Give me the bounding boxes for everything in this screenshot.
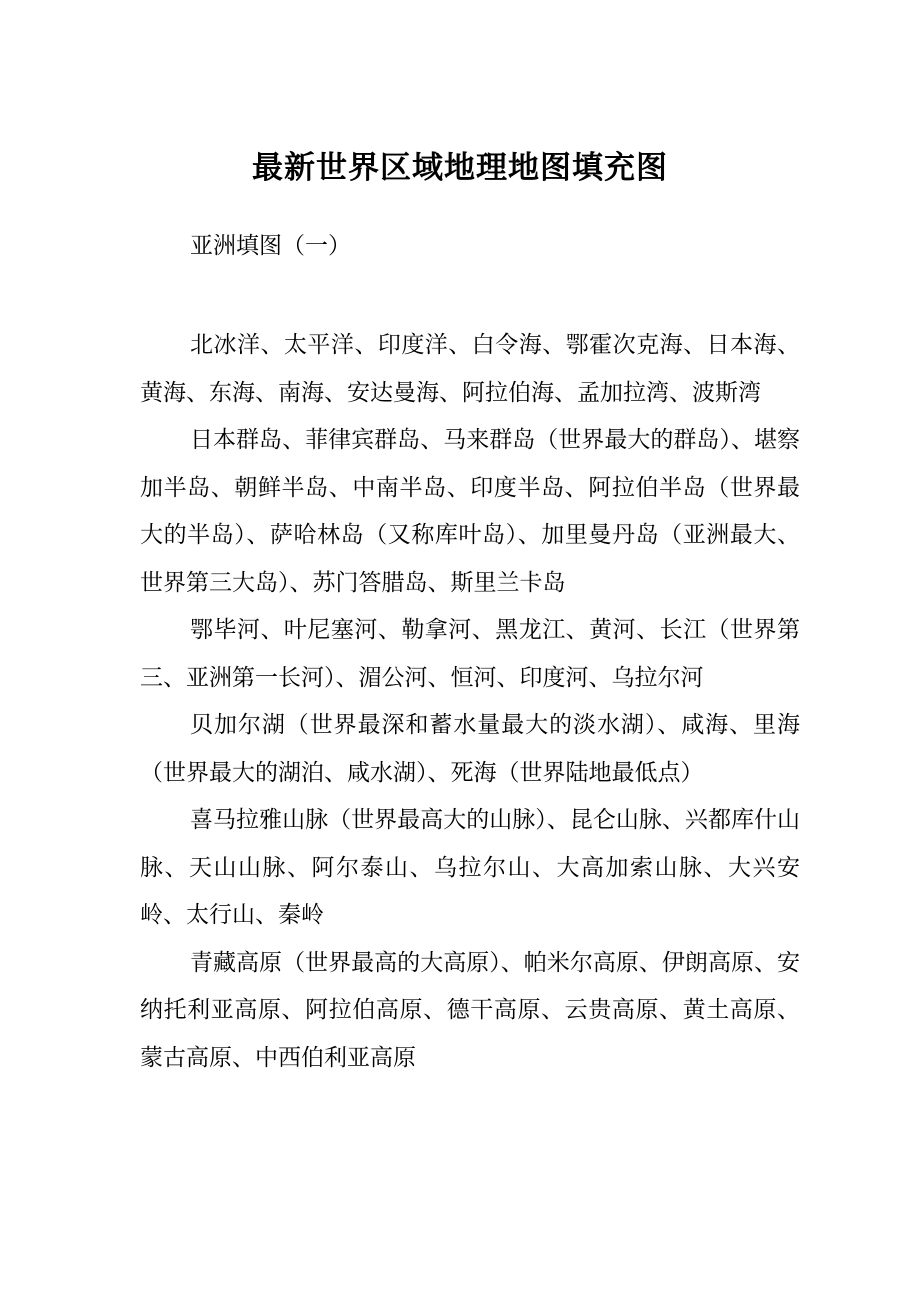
paragraph-rivers: 鄂毕河、叶尼塞河、勒拿河、黑龙江、黄河、长江（世界第三、亚洲第一长河）、湄公河、恒河、印度河、乌拉尔河 [140, 617, 800, 691]
paragraph-plateaus: 青藏高原（世界最高的大高原）、帕米尔高原、伊朗高原、安纳托利亚高原、阿拉伯高原、德干高原、云贵高原、黄土高原、蒙古高原、中西伯利亚高原 [140, 949, 800, 1071]
paragraph-islands-peninsulas: 日本群岛、菲律宾群岛、马来群岛（世界最大的群岛）、堪察加半岛、朝鲜半岛、中南半岛、印度半岛、阿拉伯半岛（世界最大的半岛）、萨哈林岛（又称库叶岛）、加里曼丹岛（亚洲最大、世界第三大岛）、苏门答腊岛、斯里兰卡岛 [140, 427, 800, 596]
document-title: 最新世界区域地理地图填充图 [252, 150, 668, 186]
paragraph-oceans-seas: 北冰洋、太平洋、印度洋、白令海、鄂霍次克海、日本海、黄海、东海、南海、安达曼海、阿拉伯海、孟加拉湾、波斯湾 [140, 332, 800, 406]
paragraph-lakes: 贝加尔湖（世界最深和蓄水量最大的淡水湖）、咸海、里海（世界最大的湖泊、咸水湖）、死海（世界陆地最低点） [140, 712, 800, 786]
paragraph-mountains: 喜马拉雅山脉（世界最高大的山脉）、昆仑山脉、兴都库什山脉、天山山脉、阿尔泰山、乌拉尔山、大高加索山脉、大兴安岭、太行山、秦岭 [140, 807, 800, 928]
document-body [140, 322, 800, 1082]
section-subtitle: 亚洲填图（一） [190, 233, 351, 259]
